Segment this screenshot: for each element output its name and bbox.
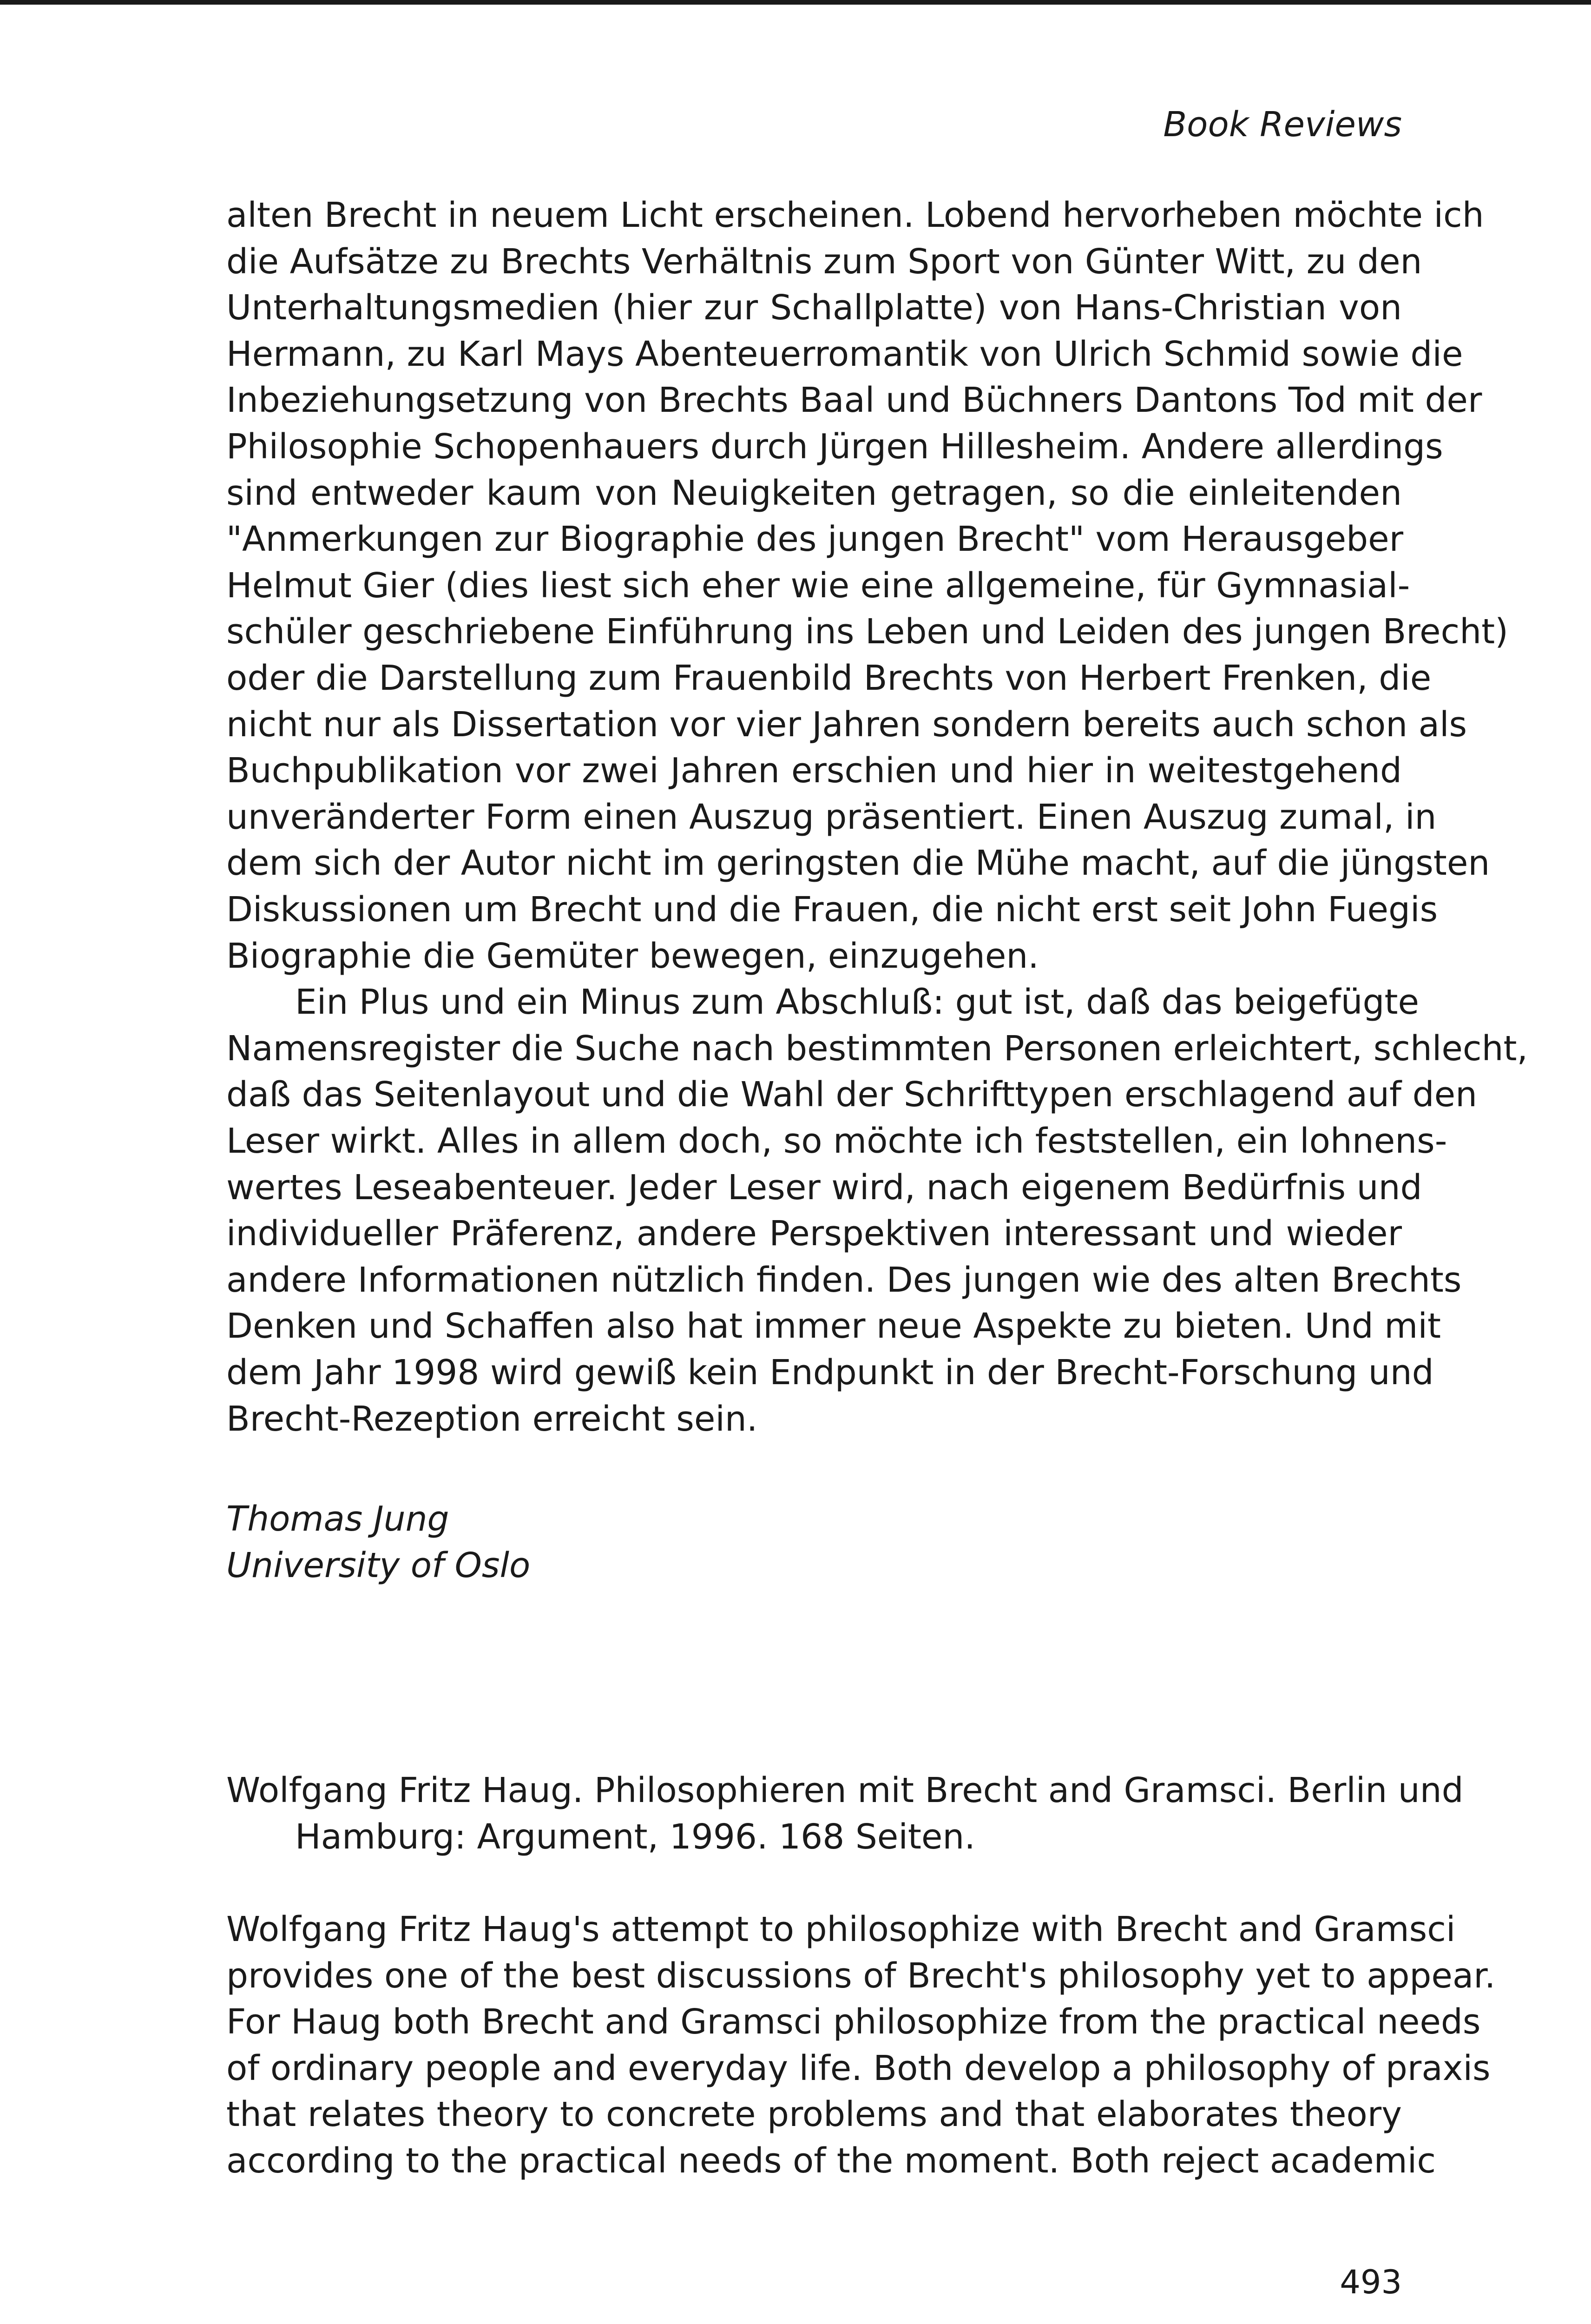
text-run: schüler geschriebene Einführung ins Leben und Leiden des jungen Brecht)	[226, 612, 1509, 652]
text-run: Unterhaltungsmedien (hier zur Schallplatte) von Hans-Christian von	[226, 288, 1402, 328]
body-line	[226, 562, 1410, 609]
body-line	[226, 747, 1402, 794]
text-run: dem sich der Autor nicht im geringsten die Mühe macht, auf die jüngsten	[226, 843, 1490, 884]
body-line	[226, 2091, 1402, 2138]
text-run: daß das Seitenlayout und die Wahl der Schrifttypen erschlagend auf den	[226, 1075, 1478, 1115]
text-run: die Aufsätze zu Brechts Verhältnis zum Sport von Günter Witt, zu den	[226, 241, 1422, 282]
text-run: wertes Leseabenteuer. Jeder Leser wird, nach eigenem Bedürfnis und	[226, 1167, 1422, 1208]
body-line	[226, 192, 1484, 238]
text-run: Leser wirkt. Alles in allem doch, so möchte ich feststellen, ein lohnens-	[226, 1121, 1447, 1161]
body-line	[226, 331, 1463, 377]
body-line	[226, 470, 1402, 516]
text-run: that relates theory to concrete problems and that elaborates theory	[226, 2094, 1402, 2135]
text-run: Buchpublikation vor zwei Jahren erschien und hier in weitestgehend	[226, 751, 1402, 791]
text-run: also hat immer neue Aspekte zu bieten. Und mit	[595, 1306, 1441, 1347]
body-line	[226, 1118, 1447, 1164]
text-run: unveränderter Form einen Auszug präsentiert. Einen Auszug zumal, in	[226, 797, 1437, 837]
text-run: oder die Darstellung zum Frauenbild Brechts von Herbert Frenken, die	[226, 658, 1432, 698]
text-run: For Haug both Brecht and Gramsci philosophize from the practical needs	[226, 2002, 1481, 2042]
italic-title: Denken und Schaffen	[226, 1306, 595, 1347]
text-run: individueller Präferenz, andere Perspektiven interessant und wieder	[226, 1214, 1402, 1254]
body-line	[226, 2045, 1491, 2092]
body-line	[226, 979, 1420, 1025]
body-line	[226, 238, 1422, 285]
text-run: "Anmerkungen zur Biographie des jungen Brecht" vom Herausgeber	[226, 519, 1404, 560]
citation-line	[226, 1814, 1402, 1860]
text-run: und Büchners	[874, 380, 1134, 421]
text-run: alten Brecht in neuem Licht erscheinen. Lobend hervorheben möchte ich	[226, 195, 1484, 235]
text-run: Helmut Gier (dies liest sich eher wie eine allgemeine, für Gymnasial-	[226, 565, 1410, 606]
text-run: mit der	[1346, 380, 1482, 421]
body-line	[226, 794, 1437, 840]
text-run: Hermann, zu Karl Mays Abenteuerromantik von Ulrich Schmid sowie die	[226, 334, 1463, 374]
text-run: according to the practical needs of the moment. Both reject academic	[226, 2141, 1436, 2181]
text-run: andere Informationen nützlich finden. Des jungen wie des alten Brechts	[226, 1260, 1462, 1300]
body-line	[226, 701, 1467, 748]
body-line	[226, 886, 1438, 933]
body-line	[226, 1999, 1481, 2045]
text-run: Wolfgang Fritz Haug's attempt to philosophize with Brecht and Gramsci	[226, 1909, 1456, 1949]
body-line	[226, 1257, 1462, 1303]
reviewer-affiliation: University of Oslo	[226, 1545, 531, 1585]
body-line	[226, 1396, 1402, 1442]
body-line	[226, 423, 1443, 470]
body-line	[226, 1071, 1478, 1118]
italic-title: Dantons Tod	[1134, 380, 1347, 421]
body-line	[226, 284, 1402, 331]
text-run: Ein Plus und ein Minus zum Abschluß: gut ist, daß das beigefügte	[295, 982, 1420, 1023]
text-run: Inbeziehungsetzung von Brechts	[226, 380, 800, 421]
text-run: Philosophie Schopenhauers durch Jürgen Hillesheim. Andere allerdings	[226, 427, 1443, 467]
body-line	[226, 608, 1509, 655]
body-line	[226, 840, 1490, 886]
body-line	[226, 933, 1402, 979]
italic-title: Philosophieren mit Brecht and Gramsci	[594, 1770, 1266, 1810]
citation-line	[226, 1767, 1464, 1814]
body-line	[226, 1906, 1456, 1953]
running-head: Book Reviews	[1163, 105, 1402, 145]
reviewer-name: Thomas Jung	[226, 1499, 449, 1539]
body-line	[226, 1164, 1422, 1211]
text-run: Namensregister die Suche nach bestimmten Personen erleichtert, schlecht,	[226, 1028, 1528, 1069]
text-run: dem Jahr 1998 wird gewiß kein Endpunkt in der Brecht-Forschung und	[226, 1353, 1434, 1393]
italic-title: Baal	[799, 380, 875, 421]
text-run: nicht nur als Dissertation vor vier Jahren sondern bereits auch schon als	[226, 704, 1467, 745]
text-run: of ordinary people and everyday life. Both develop a philosophy of praxis	[226, 2048, 1491, 2088]
text-run: Wolfgang Fritz Haug.	[226, 1770, 594, 1810]
body-line	[226, 516, 1402, 562]
text-run: Hamburg: Argument, 1996. 168 Seiten.	[295, 1817, 975, 1857]
text-run: . Berlin und	[1265, 1770, 1464, 1810]
body-line	[226, 377, 1482, 423]
text-run: Diskussionen um Brecht und die Frauen, die nicht erst seit John Fuegis	[226, 890, 1438, 930]
top-rule	[0, 0, 1591, 5]
page-number: 493	[1340, 2263, 1402, 2301]
text-run: sind entweder kaum von Neuigkeiten getragen, so die einleitenden	[226, 473, 1402, 513]
body-line	[226, 655, 1432, 701]
text-run: Brecht-Rezeption erreicht sein.	[226, 1399, 758, 1439]
body-line	[226, 1349, 1434, 1396]
text-run: provides one of the best discussions of Brecht's philosophy yet to appear.	[226, 1955, 1496, 1996]
body-line	[226, 1953, 1496, 1999]
body-line	[226, 1025, 1528, 1072]
body-line	[226, 1303, 1441, 1349]
body-line	[226, 2138, 1436, 2184]
text-run: Biographie die Gemüter bewegen, einzugehen.	[226, 936, 1039, 976]
body-line	[226, 1210, 1402, 1257]
